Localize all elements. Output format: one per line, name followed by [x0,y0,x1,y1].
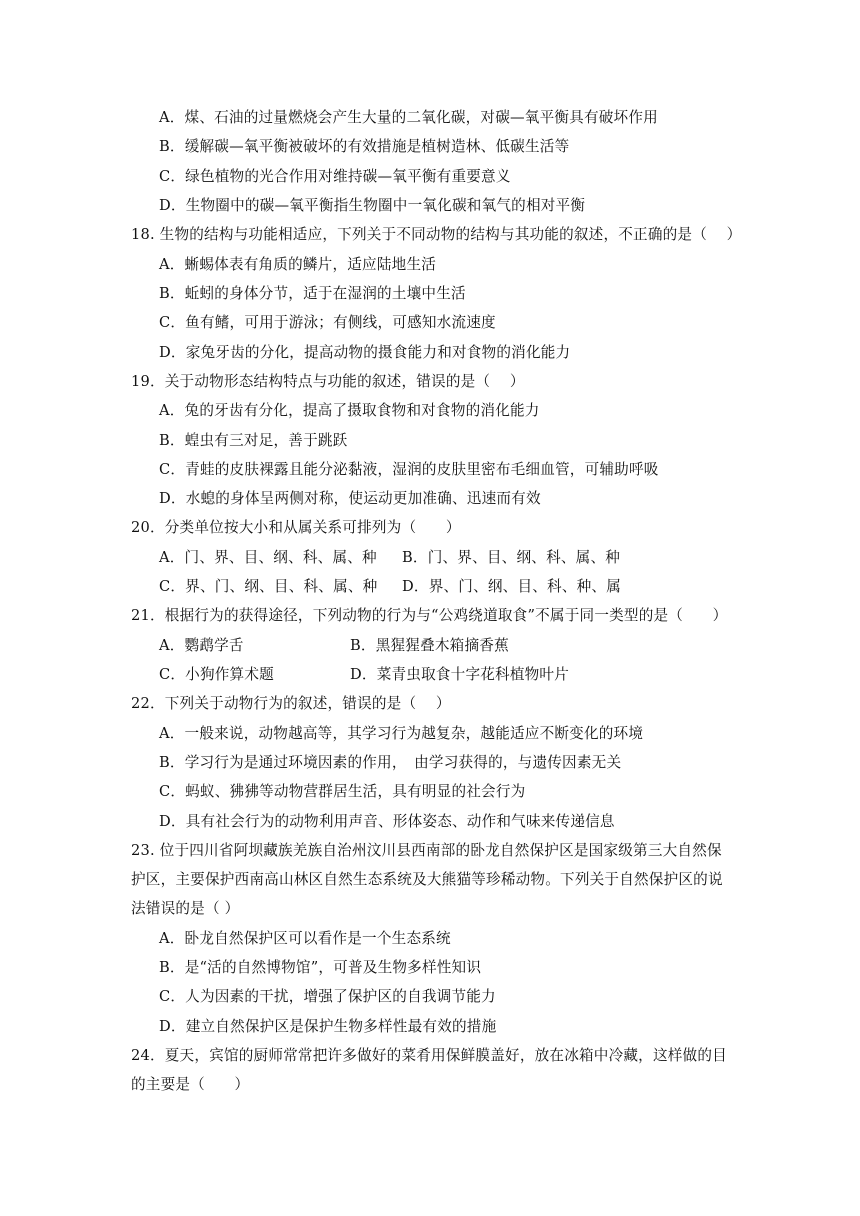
q18-option-b: B．蚯蚓的身体分节，适于在湿润的土壤中生活 [159,285,466,302]
q22-option-b: B．学习行为是通过环境因素的作用， 由学习获得的，与遗传因素无关 [159,754,622,771]
q23-stem-line-2: 护区，主要保护西南高山林区自然生态系统及大熊猫等珍稀动物。下列关于自然保护区的说 [131,871,723,888]
q18-option-d: D．家兔牙齿的分化，提高动物的摄食能力和对食物的消化能力 [159,344,571,361]
q23-option-c: C．人为因素的干扰，增强了保护区的自我调节能力 [159,988,496,1005]
q23-option-d: D．建立自然保护区是保护生物多样性最有效的措施 [159,1018,497,1035]
q23-stem-line-3: 法错误的是（ ） [131,900,240,917]
q22-option-a: A．一般来说，动物越高等，其学习行为越复杂，越能适应不断变化的环境 [159,725,644,742]
q20-stem: 20．分类单位按大小和从属关系可排列为（ ） [131,519,461,536]
q17-option-b: B．缓解碳—氧平衡被破坏的有效措施是植树造林、低碳生活等 [159,138,570,155]
q18-option-a: A．蜥蜴体表有角质的鳞片，适应陆地生活 [159,256,437,273]
q22-option-d: D．具有社会行为的动物利用声音、形体姿态、动作和气味来传递信息 [159,813,615,830]
q24-stem-line-2: 的主要是（ ） [131,1076,250,1093]
q21-option-c: C．小狗作算术题 [159,666,274,683]
q23-stem-line-1: 23. 位于四川省阿坝藏族羌族自治州汶川县西南部的卧龙自然保护区是国家级第三大自然保 [131,842,722,859]
q19-stem: 19．关于动物形态结构特点与功能的叙述，错误的是（ ） [131,373,525,390]
q20-option-a: A．门、界、目、纲、科、属、种 [159,549,377,566]
q21-option-a: A．鹦鹉学舌 [159,637,244,654]
q20-option-d: D．界、门、纲、目、科、种、属 [402,578,622,595]
q22-stem: 22．下列关于动物行为的叙述，错误的是（ ） [131,695,451,712]
q20-option-c: C．界、门、纲、目、科、属、种 [159,578,378,595]
q21-option-b: B．黑猩猩叠木箱摘香蕉 [350,637,509,654]
q19-option-d: D．水螅的身体呈两侧对称，使运动更加准确、迅速而有效 [159,490,541,507]
q20-option-b: B．门、界、目、纲、科、属、种 [402,549,621,566]
q19-option-c: C．青蛙的皮肤裸露且能分泌黏液，湿润的皮肤里密布毛细血管，可辅助呼吸 [159,461,659,478]
q21-option-d: D．菜青虫取食十字花科植物叶片 [350,666,570,683]
q23-option-b: B．是“活的自然博物馆”，可普及生物多样性知识 [159,959,482,976]
q24-stem-line-1: 24．夏天，宾馆的厨师常常把许多做好的菜肴用保鲜膜盖好，放在冰箱中冷藏，这样做的目 [131,1047,727,1064]
q17-option-a: A．煤、石油的过量燃烧会产生大量的二氧化碳，对碳—氧平衡具有破坏作用 [159,109,658,126]
q21-stem: 21．根据行为的获得途径，下列动物的行为与“公鸡绕道取食”不属于同一类型的是（ ） [131,607,728,624]
q19-option-a: A．兔的牙齿有分化，提高了摄取食物和对食物的消化能力 [159,402,540,419]
q19-option-b: B．蝗虫有三对足，善于跳跃 [159,432,348,449]
q18-option-c: C．鱼有鳍，可用于游泳；有侧线，可感知水流速度 [159,314,496,331]
q22-option-c: C．蚂蚁、狒狒等动物营群居生活，具有明显的社会行为 [159,783,526,800]
q17-option-c: C．绿色植物的光合作用对维持碳—氧平衡有重要意义 [159,168,511,185]
q18-stem: 18. 生物的结构与功能相适应，下列关于不同动物的结构与其功能的叙述，不正确的是（ ） [131,226,742,243]
q23-option-a: A．卧龙自然保护区可以看作是一个生态系统 [159,930,451,947]
q17-option-d: D．生物圈中的碳—氧平衡指生物圈中一氧化碳和氧气的相对平衡 [159,197,586,214]
